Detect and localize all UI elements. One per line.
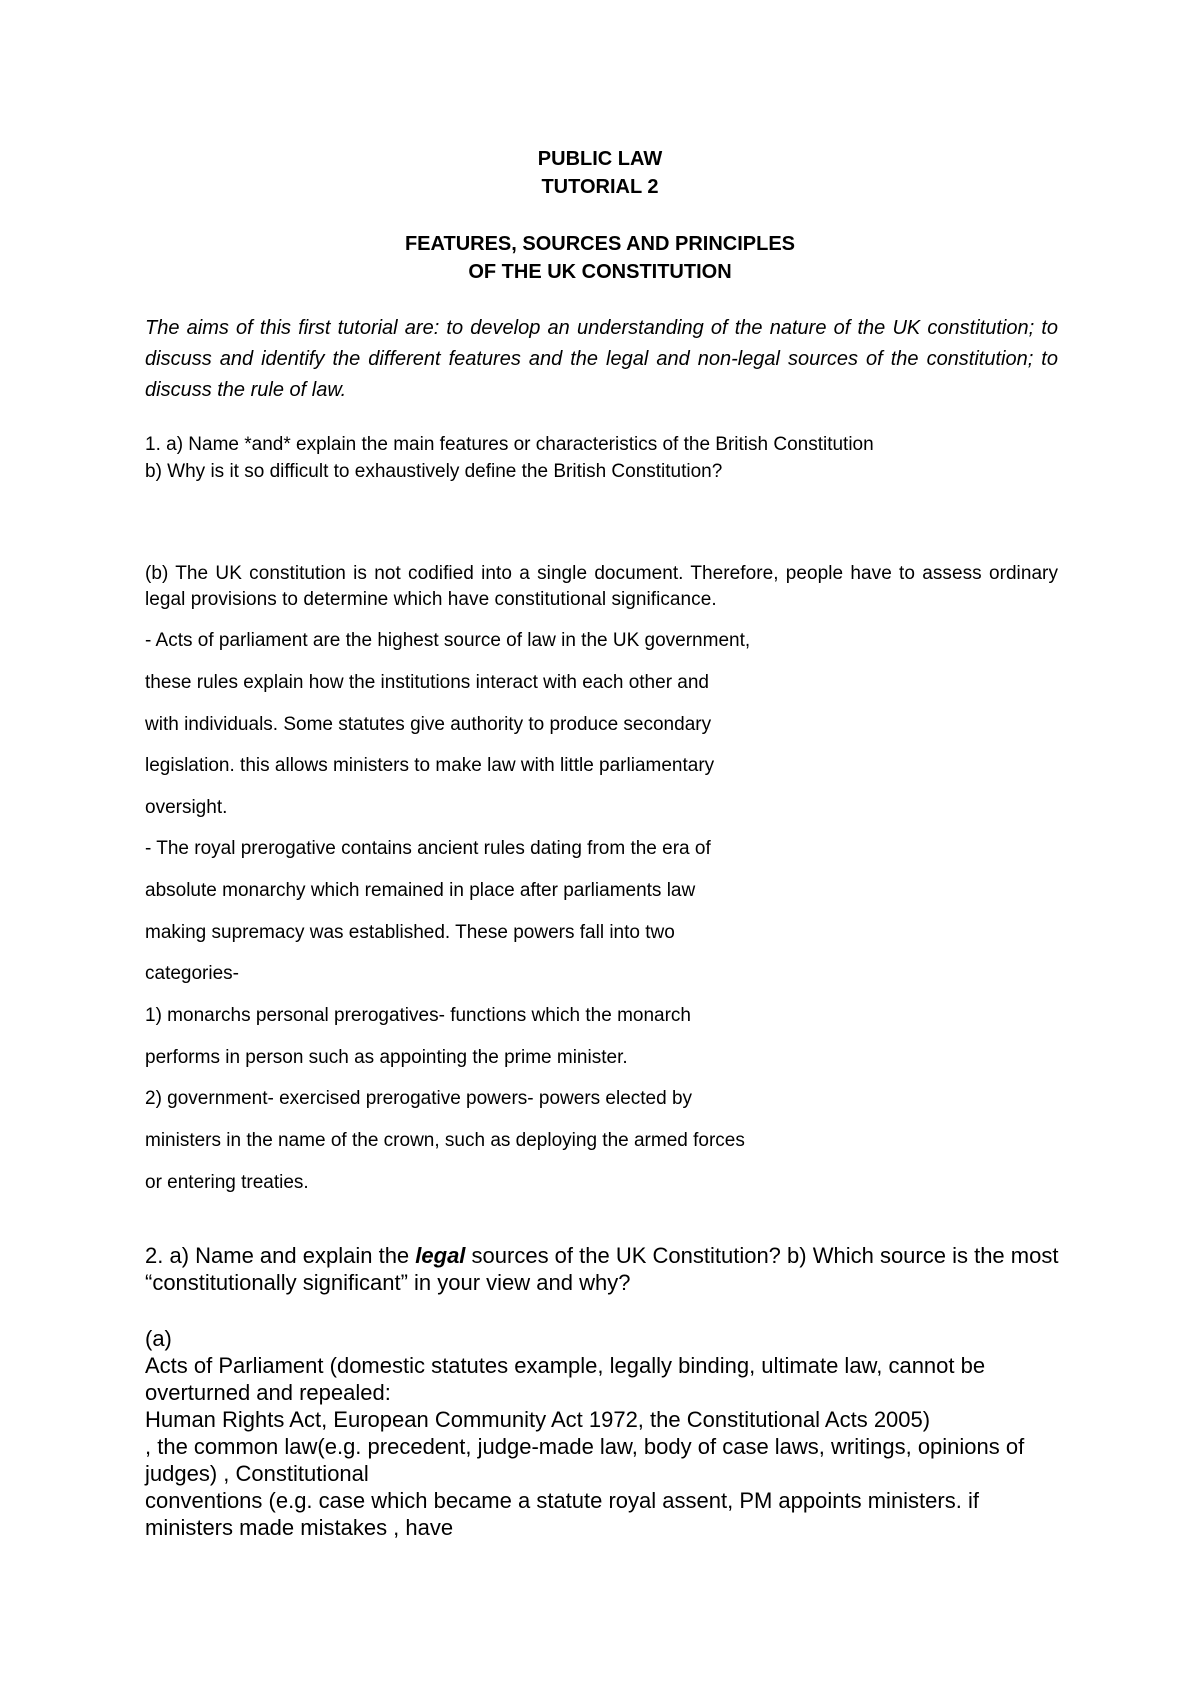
answer-1b-line: these rules explain how the institutions interact with each other and [145, 672, 709, 693]
answer-1b-paragraph: (b) The UK constitution is not codified into a single document. Therefore, people have to assess ordinary legal provisions to determine which have constitutional significance. [145, 563, 1058, 610]
answer-1b-line: or entering treaties. [145, 1172, 309, 1193]
topic-title-line-1: FEATURES, SOURCES AND PRINCIPLES [404, 233, 796, 255]
answer-1b-line: 1) monarchs personal prerogatives- functions which the monarch [145, 1005, 691, 1026]
answer-1b-line: 2) government- exercised prerogative powers- powers elected by [145, 1088, 693, 1109]
question-2-text-before: 2. a) Name and explain the [145, 1243, 416, 1268]
answer-2a-line: Human Rights Act, European Community Act 1972, the Constitutional Acts 2005) [145, 1407, 931, 1432]
answer-1b-line: categories- [145, 963, 239, 984]
answer-2a-line: conventions (e.g. case which became a statute royal assent, PM appoints ministers. if ministers made mistakes , have [145, 1488, 979, 1540]
answer-2a-label: (a) [145, 1326, 172, 1351]
answer-1b-line: making supremacy was established. These powers fall into two [145, 922, 675, 943]
course-title: PUBLIC LAW [537, 148, 663, 170]
answer-2a-line: , the common law(e.g. precedent, judge-made law, body of case laws, writings, opinions of judges) , Constitutional [145, 1434, 1025, 1486]
answer-1b-line: - The royal prerogative contains ancient rules dating from the era of [145, 838, 711, 859]
answer-1b-line: oversight. [145, 797, 228, 818]
question-1b: b) Why is it so difficult to exhaustively define the British Constitution? [145, 461, 723, 482]
answer-2a-line: Acts of Parliament (domestic statutes example, legally binding, ultimate law, cannot be overturned and repealed: [145, 1353, 986, 1405]
topic-title-line-2: OF THE UK CONSTITUTION [468, 261, 732, 283]
question-2-emphasis-legal: legal [415, 1243, 466, 1268]
answer-1b-line: legislation. this allows ministers to make law with little parliamentary [145, 755, 715, 776]
answer-1b-line: ministers in the name of the crown, such as deploying the armed forces [145, 1130, 745, 1151]
answer-1b-line: - Acts of parliament are the highest source of law in the UK government, [145, 630, 751, 651]
question-2-text-after: sources of the UK Constitution? b) Which source is the most “constitutionally significant” in your view and why? [145, 1243, 1059, 1295]
answer-1b-line: performs in person such as appointing the prime minister. [145, 1047, 628, 1068]
tutorial-number: TUTORIAL 2 [541, 176, 659, 198]
question-1a: 1. a) Name *and* explain the main features or characteristics of the British Constitution [145, 434, 874, 455]
answer-1b-line: with individuals. Some statutes give authority to produce secondary [145, 714, 712, 735]
tutorial-aims-paragraph: The aims of this first tutorial are: to develop an understanding of the nature of the UK constitution; to discuss and identify the different features and the legal and non-legal sources of the constitution; to discuss the rule of law. [145, 317, 1058, 401]
answer-1b-line: absolute monarchy which remained in place after parliaments law [145, 880, 696, 901]
question-2 [145, 1242, 1065, 1296]
